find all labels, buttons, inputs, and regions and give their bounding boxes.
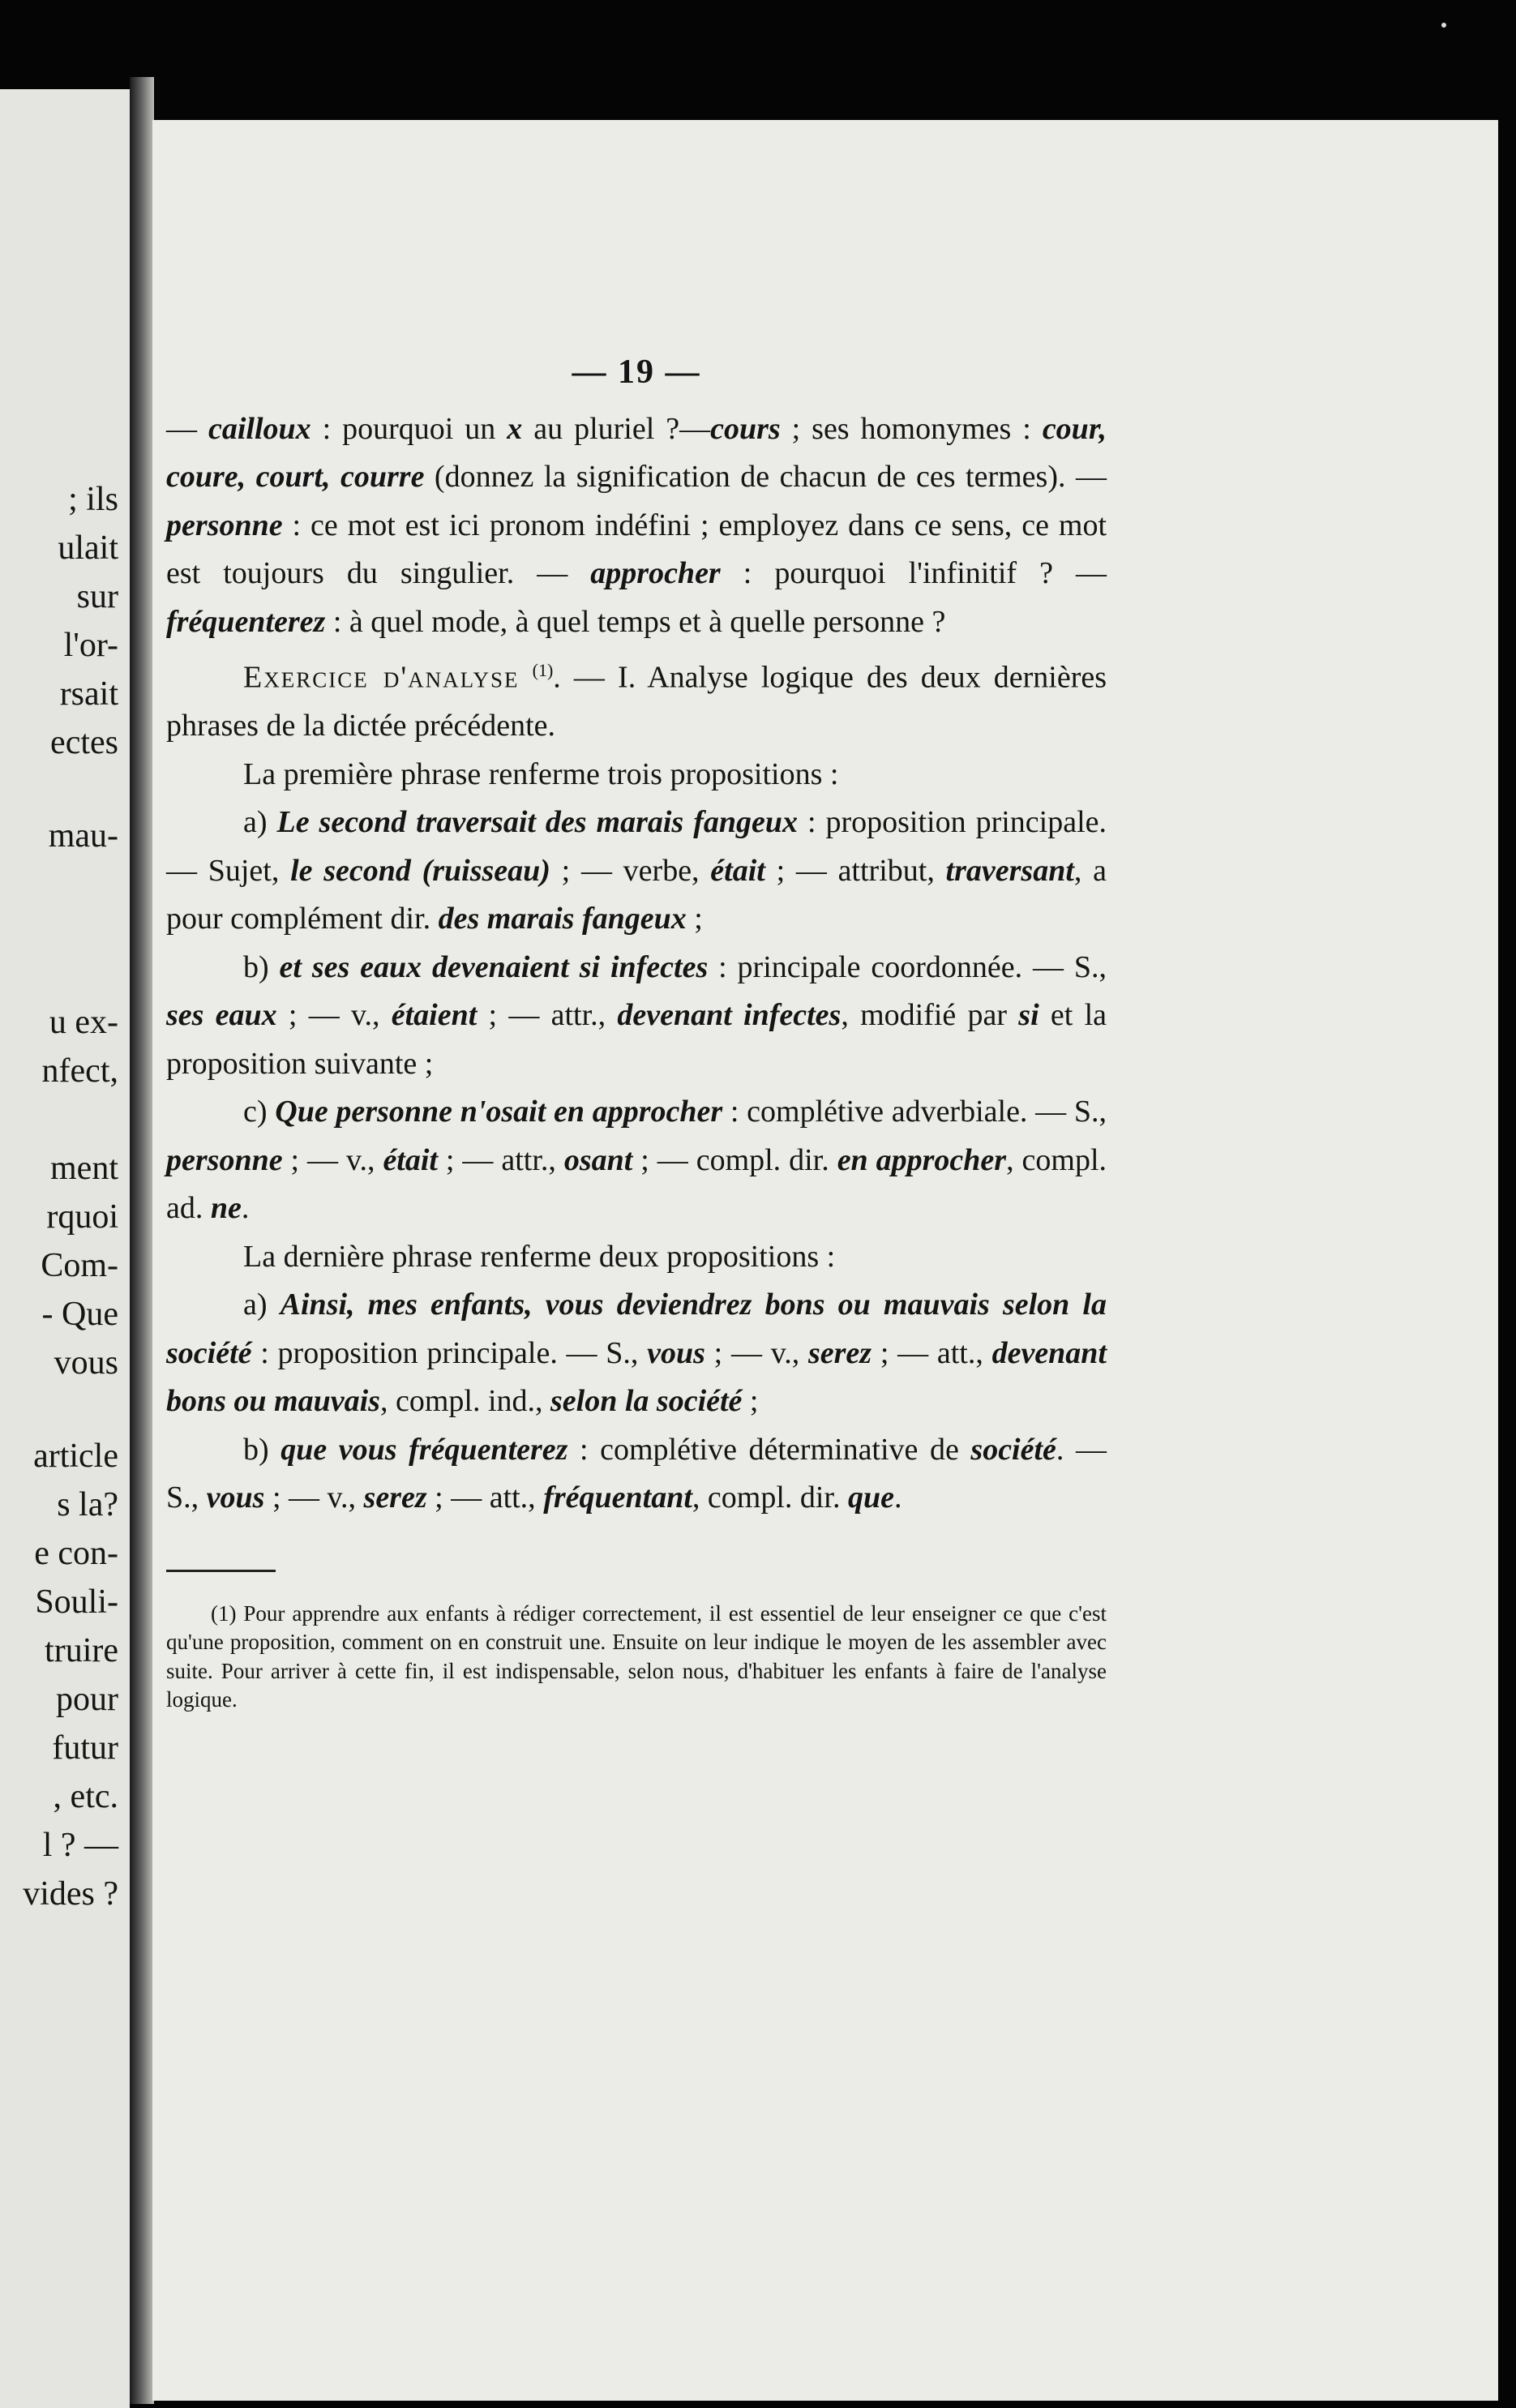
left-page-fragment: s la? xyxy=(57,1486,118,1523)
analysis-item-1a: a) Le second traversait des marais fangeux : proposition principale. — Sujet, le second (ruisseau) ; — verbe, était ; — attribut, traversant, a pour complément dir. des marais fangeux ; xyxy=(166,805,1107,936)
left-page-fragment: ectes xyxy=(50,724,118,761)
left-page-fragment: rsait xyxy=(59,675,118,713)
left-page-fragment: - Que xyxy=(41,1296,118,1333)
page-content xyxy=(166,349,1107,1715)
left-page-fragment: ulait xyxy=(58,529,118,567)
left-page-fragment: l'or- xyxy=(63,627,118,664)
left-page-fragment: vides ? xyxy=(23,1875,118,1913)
left-page-fragment: Com- xyxy=(41,1247,118,1284)
left-page-fragment: ; ils xyxy=(68,481,118,518)
footnote-text: Pour apprendre aux enfants à rédiger correctement, il est essentiel de leur enseigner ce que c'est qu'une proposition, comment on en construit une. Ensuite on leur indique le moyen de les assembler avec suite. Pour arriver à cette fin, il est indispensable, selon nous, d'habituer les enfants à faire de l'analyse logique. xyxy=(166,1600,1107,1712)
analysis-item-1b: b) et ses eaux devenaient si infectes : principale coordonnée. — S., ses eaux ; — v., étaient ; — attr., devenant infectes, modifié par si et la proposition suivante ; xyxy=(166,949,1107,1081)
footnote xyxy=(166,1600,1107,1715)
left-page-fragment: article xyxy=(33,1438,118,1475)
analysis-item-1c: c) Que personne n'osait en approcher : complétive adverbiale. — S., personne ; — v., était ; — attr., osant ; — compl. dir. en approcher, compl. ad. ne. xyxy=(166,1095,1107,1226)
left-page-fragment: vous xyxy=(54,1344,118,1382)
left-page-fragment: , etc. xyxy=(53,1778,118,1815)
footnote-ref: (1) xyxy=(532,660,554,680)
left-page-fragment: mau- xyxy=(48,817,118,855)
paragraph-last-sentence: La dernière phrase renferme deux propositions : xyxy=(243,1239,836,1274)
left-page-fragment: pour xyxy=(56,1681,118,1718)
paragraph-questions: — cailloux : pourquoi un x au pluriel ?—cours ; ses homonymes : cour, coure, court, courre (donnez la signification de chacun de ces termes). — personne : ce mot est ici pronom indéfini ; employez dans ce sens, ce mot est toujours du singulier. — approcher : pourquoi l'infinitif ? — fréquenterez : à quel mode, à quel temps et à quelle personne ? xyxy=(166,411,1107,639)
footnote-mark: (1) xyxy=(211,1600,237,1626)
left-page-fragment: l ? — xyxy=(42,1827,118,1864)
left-page-edge xyxy=(0,89,130,2408)
left-page-fragment: rquoi xyxy=(46,1198,118,1236)
book-gutter xyxy=(130,77,154,2404)
left-page-fragment: e con- xyxy=(34,1535,118,1572)
left-page-fragment: u ex- xyxy=(49,1004,118,1041)
analysis-item-2a: a) Ainsi, mes enfants, vous deviendrez bons ou mauvais selon la société : proposition principale. — S., vous ; — v., serez ; — att., devenant bons ou mauvais, compl. ind., selon la société ; xyxy=(166,1288,1107,1419)
footnote-rule xyxy=(166,1570,276,1572)
left-page-fragment: Souli- xyxy=(35,1583,118,1621)
left-page-fragment: nfect, xyxy=(41,1052,118,1090)
dust-speck xyxy=(1441,23,1446,28)
paragraph-first-sentence: La première phrase renferme trois propositions : xyxy=(243,756,839,791)
left-page-fragment: ment xyxy=(50,1150,118,1187)
analysis-item-2b: b) que vous fréquenterez : complétive déterminative de société. — S., vous ; — v., serez ; — att., fréquentant, compl. dir. que. xyxy=(166,1432,1107,1515)
left-page-fragment: sur xyxy=(76,578,118,615)
left-page-fragment: truire xyxy=(45,1632,118,1669)
left-page-fragment: futur xyxy=(52,1729,118,1767)
page-number: — 19 — xyxy=(572,353,701,391)
exercise-heading: Exercice d'analyse $^{(1)}$. — I. Analyse logique des deux dernières phrases de la dictée précédente. xyxy=(166,660,1107,743)
